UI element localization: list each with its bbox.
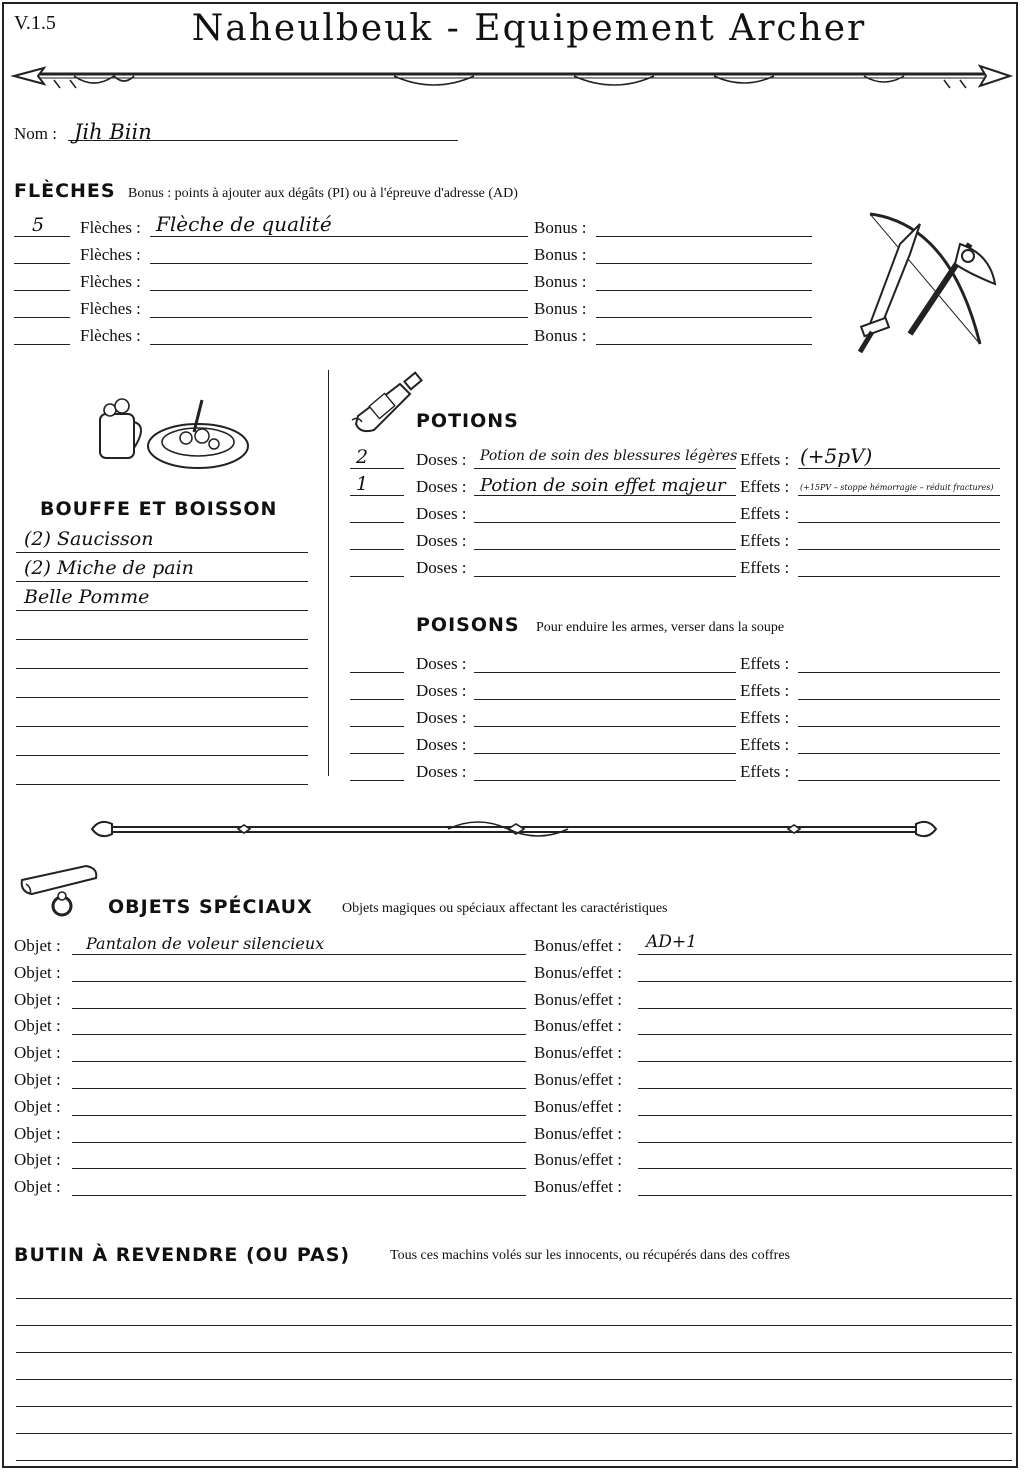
special-object-label: Objet : bbox=[14, 936, 61, 955]
special-bonus-line bbox=[638, 1034, 1012, 1035]
food-line bbox=[16, 668, 308, 669]
potions-qty-line bbox=[350, 495, 404, 496]
poisons-effect-line bbox=[798, 726, 1000, 727]
special-object-label: Objet : bbox=[14, 1070, 61, 1089]
poisons-effects-label: Effets : bbox=[740, 708, 790, 727]
special-bonus-label: Bonus/effet : bbox=[534, 962, 622, 982]
poisons-qty-line bbox=[350, 780, 404, 781]
poisons-name-line bbox=[474, 672, 736, 673]
arrow-divider-icon bbox=[14, 60, 1010, 100]
food-tray-icon bbox=[90, 392, 250, 476]
arrow-bonus-label: Bonus : bbox=[534, 326, 587, 345]
poisons-name-line bbox=[474, 753, 736, 754]
version-label: V.1.5 bbox=[14, 12, 56, 34]
loot-section-title: BUTIN À REVENDRE (OU PAS) bbox=[14, 1244, 351, 1266]
arrow-qty-line bbox=[14, 263, 70, 264]
poisons-name-line bbox=[474, 699, 736, 700]
special-bonus-line bbox=[638, 954, 1012, 955]
loot-line bbox=[16, 1406, 1012, 1407]
potions-name-line bbox=[474, 549, 736, 550]
special-object-label: Objet : bbox=[14, 962, 61, 982]
potions-section-title: POTIONS bbox=[416, 410, 519, 432]
special-name-line bbox=[72, 981, 526, 982]
special-bonus-line bbox=[638, 1142, 1012, 1143]
food-section-title: BOUFFE ET BOISSON bbox=[40, 498, 278, 520]
potions-qty-line bbox=[350, 576, 404, 577]
special-bonus-label: Bonus/effet : bbox=[534, 936, 622, 955]
poisons-qty-line bbox=[350, 726, 404, 727]
special-bonus[interactable]: AD+1 bbox=[646, 932, 697, 952]
special-name-line bbox=[72, 1115, 526, 1116]
special-object-label: Objet : bbox=[14, 1096, 61, 1116]
poisons-doses-label: Doses : bbox=[416, 735, 467, 754]
name-label: Nom : bbox=[14, 124, 57, 143]
special-bonus-label: Bonus/effet : bbox=[534, 1150, 622, 1170]
food-line bbox=[16, 581, 308, 582]
poisons-qty-line bbox=[350, 672, 404, 673]
special-object-label: Objet : bbox=[14, 1043, 61, 1063]
potions-doses-label: Doses : bbox=[416, 450, 467, 469]
food-line bbox=[16, 610, 308, 611]
potions-effect-line bbox=[798, 522, 1000, 523]
potions-name[interactable]: Potion de soin effet majeur bbox=[480, 475, 726, 496]
arrow-bonus-line bbox=[596, 317, 812, 318]
food-item[interactable]: (2) Miche de pain bbox=[24, 557, 194, 579]
special-section-title: OBJETS SPÉCIAUX bbox=[108, 896, 313, 918]
arrow-qty-line bbox=[14, 236, 70, 237]
special-name-line bbox=[72, 1088, 526, 1089]
arrow-label: Flèches : bbox=[80, 245, 141, 264]
poisons-effects-label: Effets : bbox=[740, 654, 790, 673]
poisons-doses-label: Doses : bbox=[416, 681, 467, 700]
poisons-doses-label: Doses : bbox=[416, 654, 467, 673]
potions-effect[interactable]: (+15PV – stoppe hémorragie – réduit fractures) bbox=[800, 483, 994, 492]
potions-effects-label: Effets : bbox=[740, 450, 790, 469]
poisons-effects-label: Effets : bbox=[740, 762, 790, 781]
potions-qty-line bbox=[350, 549, 404, 550]
potions-doses-label: Doses : bbox=[416, 558, 467, 577]
special-name-line bbox=[72, 1008, 526, 1009]
special-bonus-label: Bonus/effet : bbox=[534, 1016, 622, 1036]
special-bonus-label: Bonus/effet : bbox=[534, 1043, 622, 1063]
arrow-bonus-line bbox=[596, 263, 812, 264]
potions-qty[interactable]: 2 bbox=[356, 446, 369, 468]
equipment-sheet bbox=[2, 2, 1018, 1468]
poisons-effect-line bbox=[798, 780, 1000, 781]
arrow-label: Flèches : bbox=[80, 218, 141, 237]
food-line bbox=[16, 755, 308, 756]
poisons-effect-line bbox=[798, 699, 1000, 700]
potions-doses-label: Doses : bbox=[416, 504, 467, 523]
special-object-label: Objet : bbox=[14, 1177, 61, 1197]
poisons-effects-label: Effets : bbox=[740, 681, 790, 700]
arrow-type-line bbox=[150, 236, 528, 237]
potions-effects-label: Effets : bbox=[740, 558, 790, 577]
special-name-line bbox=[72, 1195, 526, 1196]
arrow-type[interactable]: Flèche de qualité bbox=[156, 212, 332, 236]
special-bonus-label: Bonus/effet : bbox=[534, 1177, 622, 1197]
loot-line bbox=[16, 1298, 1012, 1299]
arrow-type-line bbox=[150, 263, 528, 264]
scroll-ring-icon bbox=[16, 858, 106, 922]
potions-doses-label: Doses : bbox=[416, 531, 467, 550]
special-bonus-label: Bonus/effet : bbox=[534, 1123, 622, 1143]
special-bonus-line bbox=[638, 1061, 1012, 1062]
potions-effect-line bbox=[798, 576, 1000, 577]
arrow-label: Flèches : bbox=[80, 326, 141, 345]
loot-line bbox=[16, 1352, 1012, 1353]
special-object-label: Objet : bbox=[14, 989, 61, 1009]
loot-line bbox=[16, 1433, 1012, 1434]
arrow-label: Flèches : bbox=[80, 272, 141, 291]
arrow-qty-line bbox=[14, 290, 70, 291]
page-title: Naheulbeuk - Equipement Archer bbox=[191, 8, 867, 49]
potions-name-line bbox=[474, 576, 736, 577]
arrow-type-line bbox=[150, 344, 528, 345]
special-name-line bbox=[72, 954, 526, 955]
poisons-doses-label: Doses : bbox=[416, 762, 467, 781]
special-bonus-label: Bonus/effet : bbox=[534, 1070, 622, 1089]
poisons-name-line bbox=[474, 780, 736, 781]
name-value[interactable]: Jih Biin bbox=[74, 120, 152, 144]
poisons-effects-label: Effets : bbox=[740, 735, 790, 754]
potions-name-line bbox=[474, 468, 736, 469]
poisons-qty-line bbox=[350, 753, 404, 754]
special-bonus-label: Bonus/effet : bbox=[534, 1096, 622, 1116]
loot-line bbox=[16, 1379, 1012, 1380]
column-divider bbox=[328, 370, 329, 776]
poisons-section-title: POISONS bbox=[416, 614, 520, 636]
special-name-line bbox=[72, 1034, 526, 1035]
arrows-section-subtitle: Bonus : points à ajouter aux dégâts (PI) ou à l'épreuve d'adresse (AD) bbox=[128, 186, 518, 201]
potions-doses-label: Doses : bbox=[416, 477, 467, 496]
poisons-section-subtitle: Pour enduire les armes, verser dans la soupe bbox=[536, 620, 785, 635]
arrow-bonus-label: Bonus : bbox=[534, 245, 587, 264]
special-section-subtitle: Objets magiques ou spéciaux affectant les caractéristiques bbox=[342, 901, 668, 916]
special-bonus-line bbox=[638, 1008, 1012, 1009]
potions-name-line bbox=[474, 522, 736, 523]
potions-effects-label: Effets : bbox=[740, 477, 790, 496]
poisons-effect-line bbox=[798, 753, 1000, 754]
potions-effects-label: Effets : bbox=[740, 531, 790, 550]
arrow-label: Flèches : bbox=[80, 299, 141, 318]
arrow-bonus-line bbox=[596, 236, 812, 237]
food-line bbox=[16, 639, 308, 640]
food-item[interactable]: (2) Saucisson bbox=[24, 528, 154, 550]
arrow-qty-line bbox=[14, 317, 70, 318]
poisons-qty-line bbox=[350, 699, 404, 700]
potions-qty-line bbox=[350, 522, 404, 523]
staff-divider-icon bbox=[88, 814, 940, 844]
arrow-bonus-line bbox=[596, 344, 812, 345]
food-line bbox=[16, 784, 308, 785]
arrow-type-line bbox=[150, 290, 528, 291]
special-object-label: Objet : bbox=[14, 1016, 61, 1036]
special-bonus-label: Bonus/effet : bbox=[534, 989, 622, 1009]
food-line bbox=[16, 697, 308, 698]
poisons-effect-line bbox=[798, 672, 1000, 673]
food-line bbox=[16, 552, 308, 553]
special-bonus-line bbox=[638, 1195, 1012, 1196]
poisons-doses-label: Doses : bbox=[416, 708, 467, 727]
potions-qty[interactable]: 1 bbox=[356, 473, 369, 495]
special-bonus-line bbox=[638, 1115, 1012, 1116]
potions-effect-line bbox=[798, 495, 1000, 496]
arrow-bonus-label: Bonus : bbox=[534, 299, 587, 318]
arrow-bonus-label: Bonus : bbox=[534, 272, 587, 291]
arrow-bonus-label: Bonus : bbox=[534, 218, 587, 237]
loot-line bbox=[16, 1460, 1012, 1461]
special-bonus-line bbox=[638, 981, 1012, 982]
special-name-line bbox=[72, 1061, 526, 1062]
potions-effect-line bbox=[798, 468, 1000, 469]
arrow-qty-line bbox=[14, 344, 70, 345]
crossed-weapons-icon bbox=[850, 204, 1010, 359]
arrow-qty[interactable]: 5 bbox=[32, 214, 45, 236]
special-object-label: Objet : bbox=[14, 1150, 61, 1170]
potions-effect-line bbox=[798, 549, 1000, 550]
potions-qty-line bbox=[350, 468, 404, 469]
special-name-line bbox=[72, 1168, 526, 1169]
potions-effects-label: Effets : bbox=[740, 504, 790, 523]
special-bonus-line bbox=[638, 1088, 1012, 1089]
poisons-name-line bbox=[474, 726, 736, 727]
special-object-label: Objet : bbox=[14, 1123, 61, 1143]
arrow-type-line bbox=[150, 317, 528, 318]
special-name-line bbox=[72, 1142, 526, 1143]
special-name[interactable]: Pantalon de voleur silencieux bbox=[86, 934, 325, 953]
loot-line bbox=[16, 1325, 1012, 1326]
loot-section-subtitle: Tous ces machins volés sur les innocents, ou récupérés dans des coffres bbox=[390, 1248, 790, 1263]
arrow-bonus-line bbox=[596, 290, 812, 291]
special-bonus-line bbox=[638, 1168, 1012, 1169]
arrows-section-title: FLÈCHES bbox=[14, 180, 116, 202]
food-line bbox=[16, 726, 308, 727]
potions-effect[interactable]: (+5pV) bbox=[800, 444, 873, 468]
potions-name[interactable]: Potion de soin des blessures légères bbox=[480, 448, 738, 464]
food-item[interactable]: Belle Pomme bbox=[24, 586, 150, 608]
